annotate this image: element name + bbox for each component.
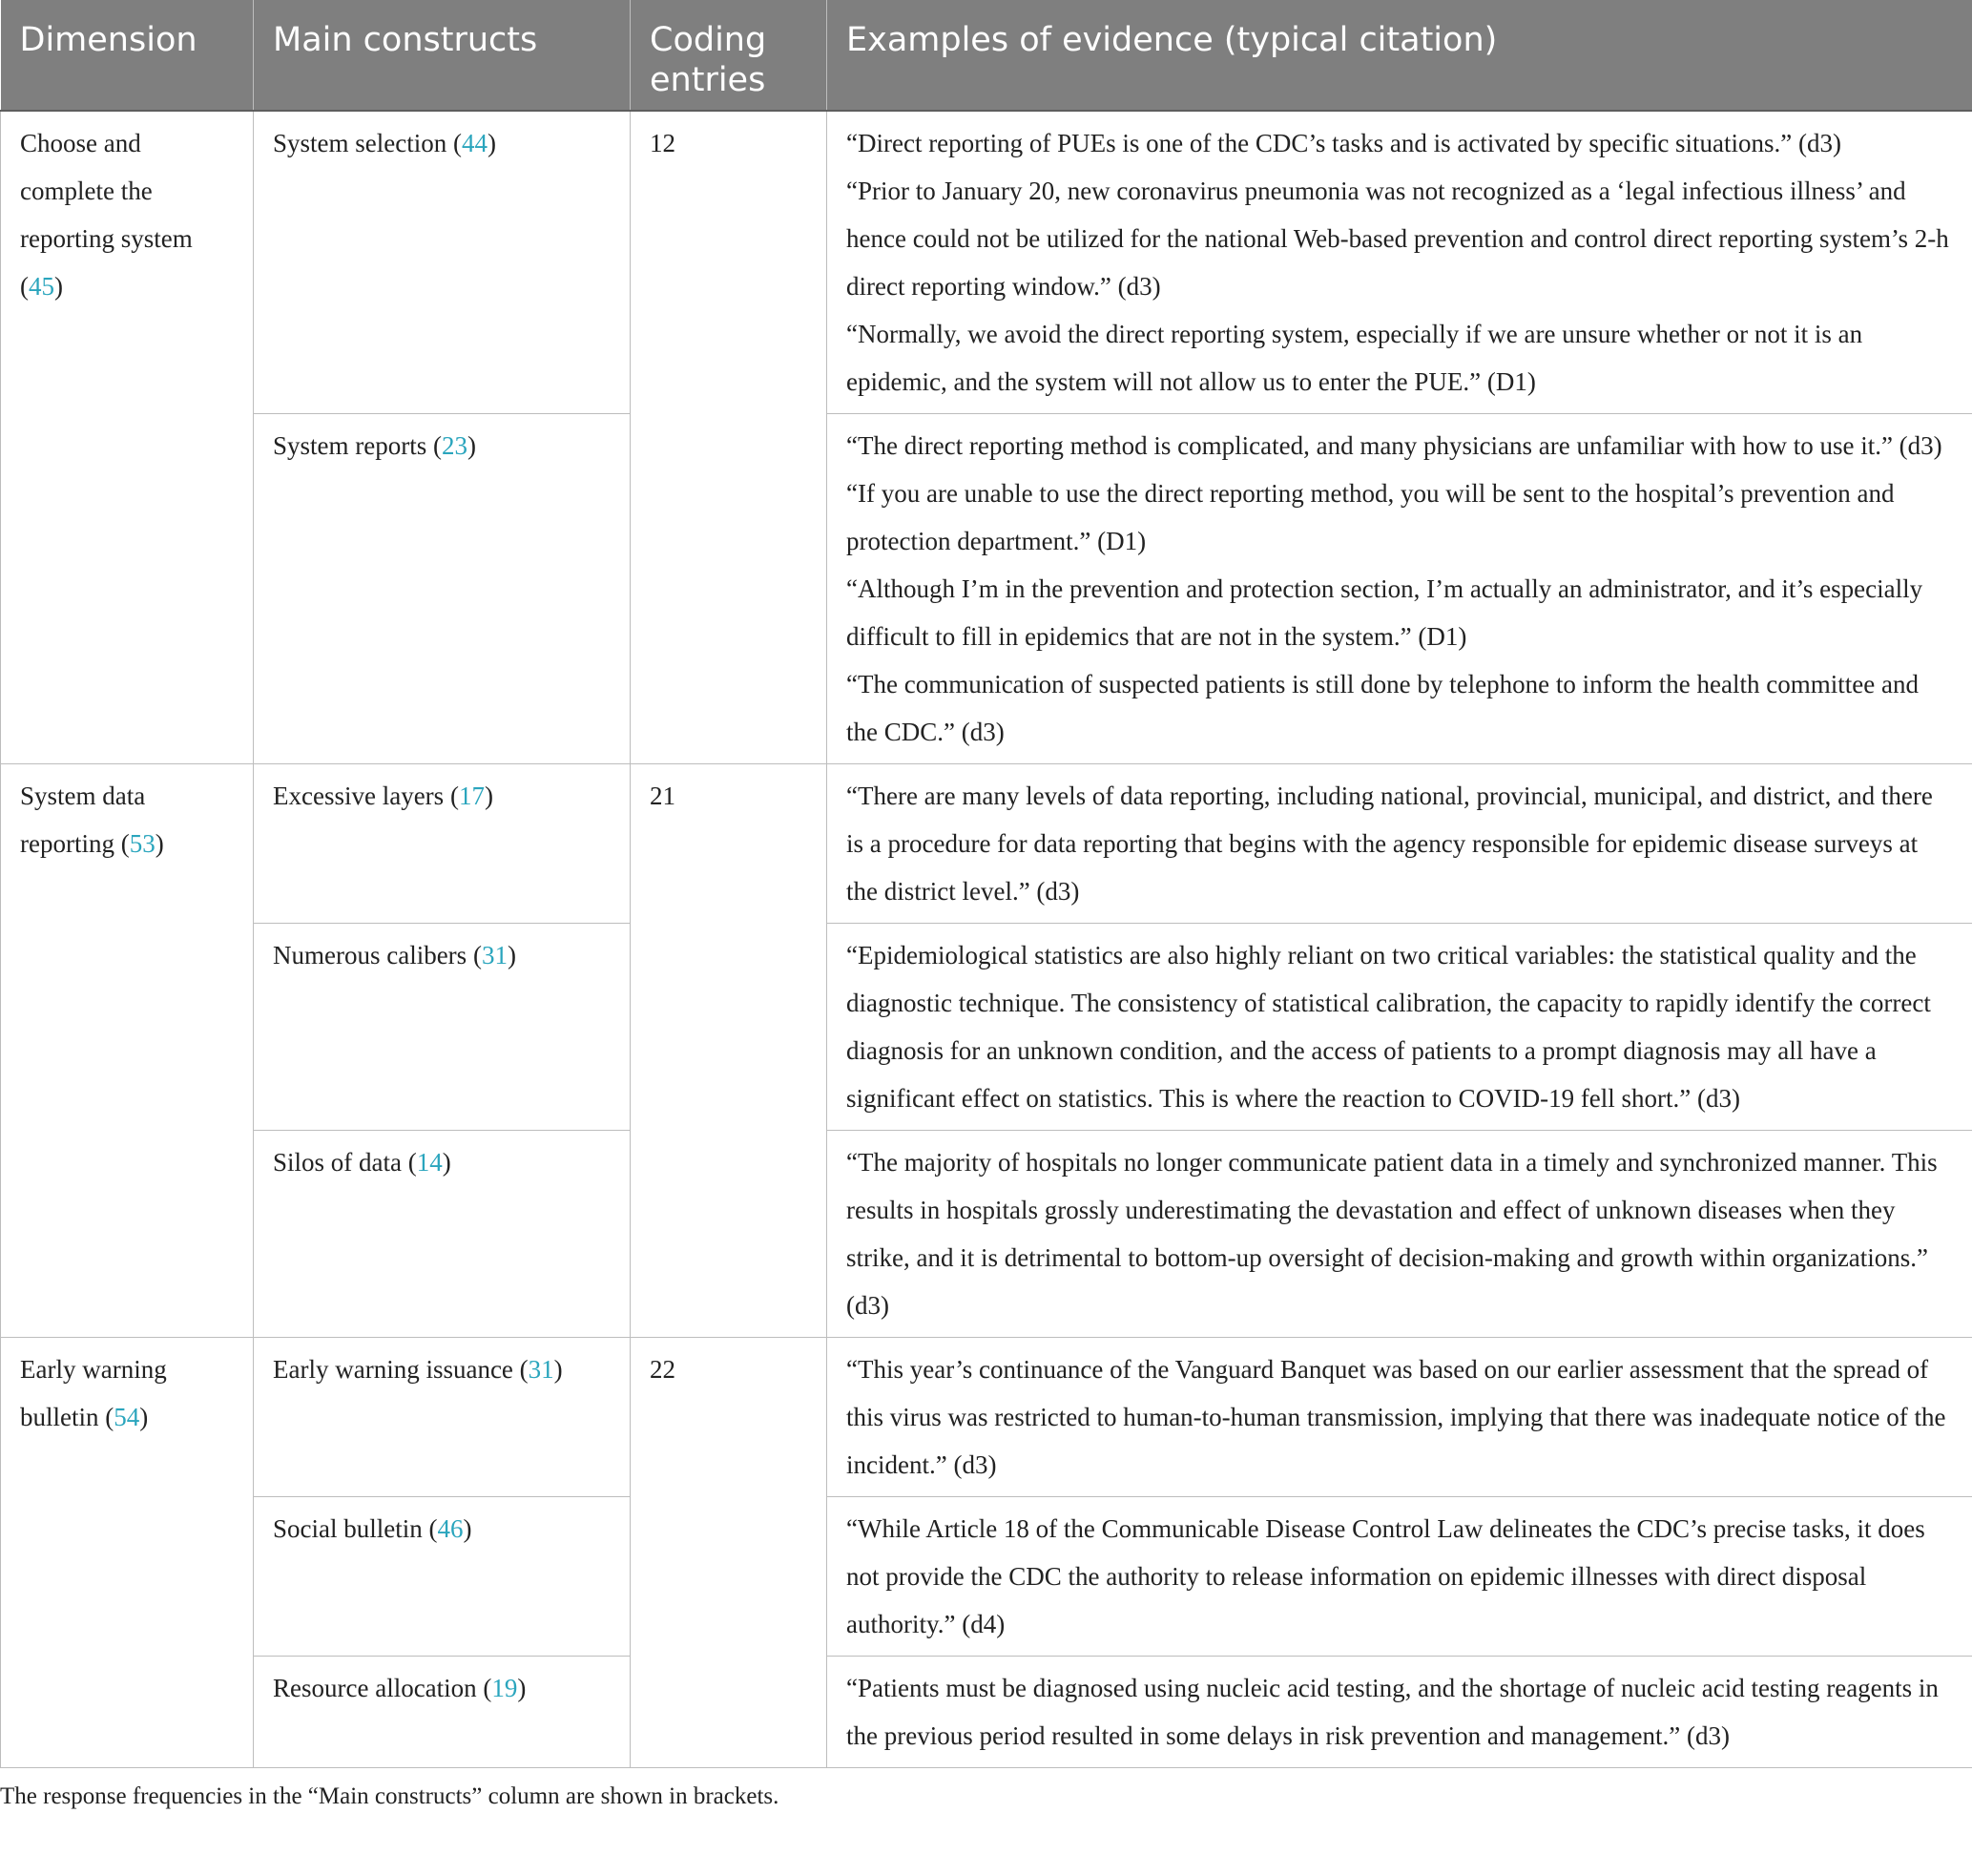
evidence-quote: “The communication of suspected patients is still done by telephone to inform the health committee and the CDC.” (d3) (846, 670, 1919, 746)
construct-frequency[interactable]: 31 (481, 941, 508, 969)
evidence-cell (827, 924, 1972, 1131)
header-coding-entries (631, 0, 827, 111)
table-row (1, 414, 1972, 764)
construct-cell: Silos of data (14) (254, 1131, 631, 1338)
evidence-cell (827, 414, 1972, 764)
construct-cell: Excessive layers (17) (254, 764, 631, 924)
evidence-quote: “Prior to January 20, new coronavirus pneumonia was not recognized as a ‘legal infectious illness’ and hence could not be utilized for the national Web-based prevention and control direct reporting system’s 2-h direct reporting window.” (d3) (846, 177, 1949, 301)
header-coding-entries-label: Coding entries (650, 21, 767, 99)
construct-label: Excessive layers (273, 782, 445, 810)
construct-cell: Numerous calibers (31) (254, 924, 631, 1131)
construct-cell: System selection (44) (254, 111, 631, 414)
evidence-quote: “Epidemiological statistics are also highly reliant on two critical variables: the statistical quality and the diagnostic technique. The consistency of statistical calibration, the capacity to rapidly identify the correct diagnosis for an unknown condition, and the access of patients to a prompt diagnosis may all have a significant effect on statistics. This is where the reaction to COVID-19 fell short.” (d3) (846, 941, 1931, 1113)
dimension-frequency[interactable]: 45 (29, 272, 54, 301)
evidence-cell (827, 1657, 1972, 1768)
header-dimension: Dimension (1, 0, 254, 111)
dimension-label: Early warning bulletin (20, 1355, 167, 1431)
evidence-quote: “This year’s continuance of the Vanguard Banquet was based on our earlier assessment that the spread of this virus was restricted to human-to-human transmission, implying that there was inadequate notice of the incident.” (d3) (846, 1355, 1946, 1479)
evidence-quote: “The majority of hospitals no longer communicate patient data in a timely and synchronized manner. This results in hospitals grossly underestimating the devastation and effect of unknown diseases when they strike, and it is detrimental to bottom-up oversight of decision-making and growth within organizations.” (d3) (846, 1148, 1938, 1320)
header-row (1, 0, 1972, 111)
table-row (1, 1131, 1972, 1338)
evidence-cell (827, 1131, 1972, 1338)
coding-entries-cell: 12 (631, 111, 827, 764)
table-row (1, 924, 1972, 1131)
coding-entries-cell: 21 (631, 764, 827, 1338)
dimension-label: Choose and complete the reporting system (20, 129, 193, 253)
evidence-quote: “Normally, we avoid the direct reporting system, especially if we are unsure whether or not it is an epidemic, and the system will not allow us to enter the PUE.” (D1) (846, 320, 1863, 396)
evidence-cell (827, 1338, 1972, 1497)
construct-frequency[interactable]: 17 (458, 782, 485, 810)
construct-label: Social bulletin (273, 1514, 423, 1543)
construct-cell: System reports (23) (254, 414, 631, 764)
construct-frequency[interactable]: 44 (461, 129, 488, 157)
table-row (1, 1657, 1972, 1768)
evidence-quote: “Direct reporting of PUEs is one of the CDC’s tasks and is activated by specific situations.” (d3) (846, 129, 1842, 157)
construct-cell: Resource allocation (19) (254, 1657, 631, 1768)
table-row (1, 1497, 1972, 1657)
construct-label: Early warning issuance (273, 1355, 513, 1384)
construct-frequency[interactable]: 31 (528, 1355, 554, 1384)
dimension-cell: System data reporting (53) (1, 764, 254, 1338)
dimension-label: System data reporting (20, 782, 146, 858)
dimension-cell: Early warning bulletin (54) (1, 1338, 254, 1768)
dimension-frequency[interactable]: 53 (129, 829, 156, 858)
construct-frequency[interactable]: 19 (491, 1674, 518, 1702)
construct-frequency[interactable]: 46 (437, 1514, 464, 1543)
construct-label: Numerous calibers (273, 941, 467, 969)
header-examples-of-evidence: Examples of evidence (typical citation) (827, 0, 1972, 111)
evidence-cell (827, 1497, 1972, 1657)
table-row (1, 1338, 1972, 1497)
evidence-quote: “While Article 18 of the Communicable Disease Control Law delineates the CDC’s precise tasks, it does not provide the CDC the authority to release information on epidemic illnesses with direct disposal authority.” (d4) (846, 1514, 1925, 1638)
construct-label: Resource allocation (273, 1674, 477, 1702)
evidence-quote: “If you are unable to use the direct reporting method, you will be sent to the hospital’s prevention and protection department.” (D1) (846, 479, 1895, 555)
evidence-quote: “There are many levels of data reporting, including national, provincial, municipal, and district, and there is a procedure for data reporting that begins with the agency responsible for epidemic disease surveys at the district level.” (d3) (846, 782, 1933, 906)
evidence-quote: “Patients must be diagnosed using nucleic acid testing, and the shortage of nucleic acid testing reagents in the previous period resulted in some delays in risk prevention and management.” (d3) (846, 1674, 1939, 1750)
table-footnote: The response frequencies in the “Main constructs” column are shown in brackets. (0, 1783, 779, 1809)
header-main-constructs: Main constructs (254, 0, 631, 111)
construct-cell: Early warning issuance (31) (254, 1338, 631, 1497)
dimension-cell: Choose and complete the reporting system (45) (1, 111, 254, 764)
evidence-cell (827, 764, 1972, 924)
construct-label: Silos of data (273, 1148, 402, 1177)
construct-frequency[interactable]: 23 (442, 431, 467, 460)
evidence-quote: “The direct reporting method is complicated, and many physicians are unfamiliar with how to use it.” (d3) (846, 431, 1942, 460)
table-row (1, 111, 1972, 414)
construct-label: System reports (273, 431, 427, 460)
construct-cell: Social bulletin (46) (254, 1497, 631, 1657)
coding-entries-cell: 22 (631, 1338, 827, 1768)
evidence-cell (827, 111, 1972, 414)
table-body (1, 111, 1972, 1768)
evidence-quote: “Although I’m in the prevention and protection section, I’m actually an administrator, and it’s especially difficult to fill in epidemics that are not in the system.” (D1) (846, 574, 1923, 651)
construct-label: System selection (273, 129, 447, 157)
dimension-frequency[interactable]: 54 (114, 1403, 140, 1431)
table-row (1, 764, 1972, 924)
construct-frequency[interactable]: 14 (416, 1148, 443, 1177)
